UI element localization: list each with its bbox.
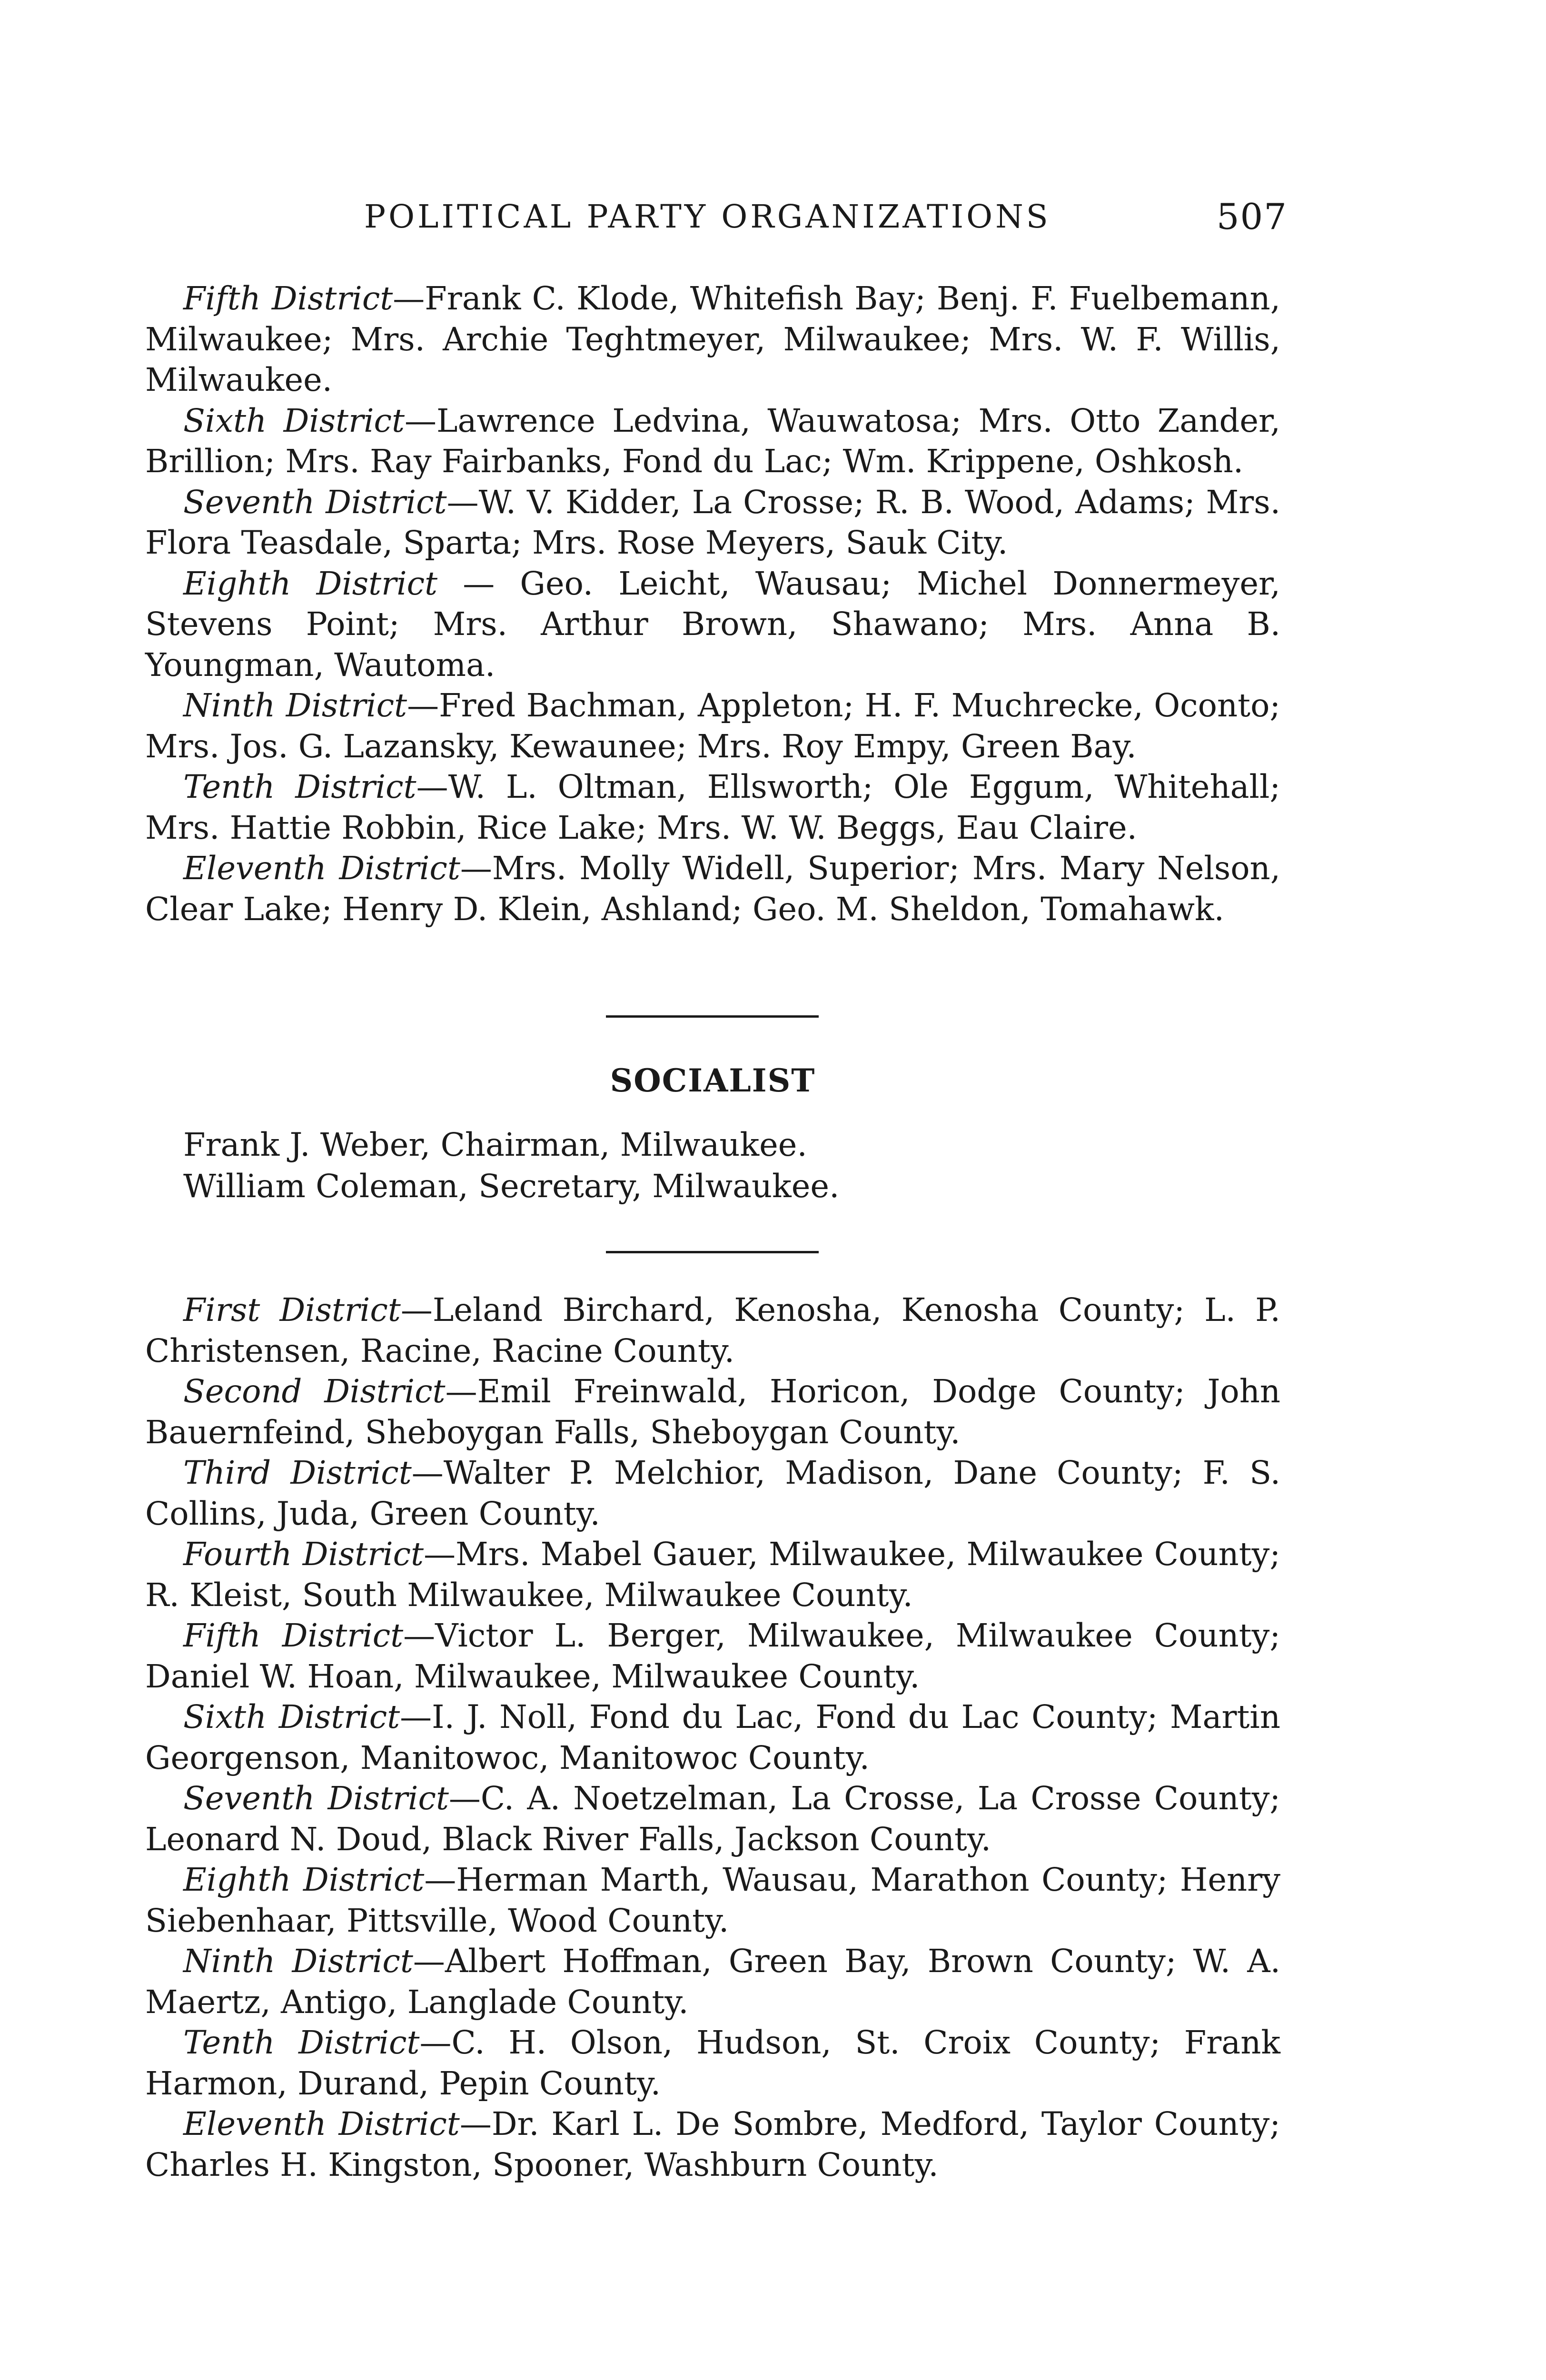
- district-name: Third District: [183, 1454, 412, 1491]
- party-officers: [183, 1124, 1278, 1207]
- district-members: C. A. Noetzelman, La Crosse, La Crosse County; Leonard N. Doud, Black River Falls, Jackson County.: [145, 1780, 1280, 1858]
- party-chairman: Frank J. Weber, Chairman, Milwaukee.: [183, 1126, 807, 1163]
- party-secretary: William Coleman, Secretary, Milwaukee.: [183, 1168, 840, 1205]
- district-members: Mrs. Molly Widell, Superior; Mrs. Mary Nelson, Clear Lake; Henry D. Klein, Ashland; Geo. M. Sheldon, Tomahawk.: [145, 850, 1280, 928]
- page-number: 507: [1216, 196, 1288, 238]
- district-members: Leland Birchard, Kenosha, Kenosha County; L. P. Christensen, Racine, Racine County.: [145, 1291, 1280, 1369]
- district-name: Eleventh District: [183, 850, 460, 887]
- district-name: Seventh District: [183, 1780, 449, 1817]
- district-name: First District: [183, 1291, 401, 1329]
- district-name: Ninth District: [183, 687, 407, 724]
- district-entry: Eighth District — Geo. Leicht, Wausau; Michel Donnermeyer, Stevens Point; Mrs. Arthur Brown, Shawano; Mrs. Anna B. Youngman, Wautoma.: [145, 565, 1280, 684]
- district-name: Ninth District: [183, 1943, 413, 1980]
- district-members: Lawrence Ledvina, Wauwatosa; Mrs. Otto Zander, Brillion; Mrs. Ray Fairbanks, Fond du Lac; Wm. Krippene, Oshkosh.: [145, 402, 1281, 480]
- district-name: Fifth District: [183, 280, 393, 317]
- socialist-district-list: [145, 1290, 1280, 2185]
- district-members: Albert Hoffman, Green Bay, Brown County; W. A. Maertz, Antigo, Langlade County.: [145, 1943, 1280, 2021]
- district-entry: Third District—Walter P. Melchior, Madison, Dane County; F. S. Collins, Juda, Green County.: [145, 1454, 1280, 1532]
- district-members: Fred Bachman, Appleton; H. F. Muchrecke, Oconto; Mrs. Jos. G. Lazansky, Kewaunee; Mrs. Roy Empy, Green Bay.: [145, 687, 1280, 765]
- district-entry: Fifth District—Victor L. Berger, Milwaukee, Milwaukee County; Daniel W. Hoan, Milwaukee, Milwaukee County.: [145, 1617, 1280, 1695]
- section-divider: [606, 1251, 819, 1253]
- district-members: Dr. Karl L. De Sombre, Medford, Taylor County; Charles H. Kingston, Spooner, Washburn County.: [145, 2105, 1280, 2183]
- district-committee-list-continued: [145, 278, 1280, 930]
- section-divider: [606, 1015, 819, 1018]
- district-members: Herman Marth, Wausau, Marathon County; Henry Siebenhaar, Pittsville, Wood County.: [145, 1861, 1281, 1939]
- district-members: I. J. Noll, Fond du Lac, Fond du Lac County; Martin Georgenson, Manitowoc, Manitowoc County.: [145, 1698, 1281, 1776]
- district-name: Eighth District: [183, 1861, 425, 1898]
- section-heading-socialist: SOCIALIST: [610, 1062, 816, 1099]
- district-entry: Sixth District—Lawrence Ledvina, Wauwatosa; Mrs. Otto Zander, Brillion; Mrs. Ray Fairbanks, Fond du Lac; Wm. Krippene, Oshkosh.: [145, 402, 1281, 480]
- district-entry: Seventh District—C. A. Noetzelman, La Crosse, La Crosse County; Leonard N. Doud, Black River Falls, Jackson County.: [145, 1780, 1280, 1858]
- district-members: Geo. Leicht, Wausau; Michel Donnermeyer, Stevens Point; Mrs. Arthur Brown, Shawano; Mrs. Anna B. Youngman, Wautoma.: [145, 565, 1280, 684]
- district-name: Seventh District: [183, 483, 447, 521]
- district-entry: Ninth District—Albert Hoffman, Green Bay, Brown County; W. A. Maertz, Antigo, Langlade County.: [145, 1943, 1280, 2021]
- district-entry: Sixth District—I. J. Noll, Fond du Lac, Fond du Lac County; Martin Georgenson, Manitowoc, Manitowoc County.: [145, 1698, 1281, 1776]
- district-entry: Fourth District—Mrs. Mabel Gauer, Milwaukee, Milwaukee County; R. Kleist, South Milwaukee, Milwaukee County.: [145, 1536, 1280, 1614]
- district-entry: First District—Leland Birchard, Kenosha, Kenosha County; L. P. Christensen, Racine, Racine County.: [145, 1291, 1280, 1369]
- district-name: Sixth District: [183, 1698, 400, 1735]
- district-members: C. H. Olson, Hudson, St. Croix County; Frank Harmon, Durand, Pepin County.: [145, 2024, 1280, 2102]
- district-name: Fourth District: [183, 1536, 424, 1573]
- district-entry: Tenth District—W. L. Oltman, Ellsworth; Ole Eggum, Whitehall; Mrs. Hattie Robbin, Rice Lake; Mrs. W. W. Beggs, Eau Claire.: [145, 768, 1280, 846]
- district-name: Eighth District: [183, 565, 438, 602]
- district-entry: Eighth District—Herman Marth, Wausau, Marathon County; Henry Siebenhaar, Pittsville, Wood County.: [145, 1861, 1281, 1939]
- running-head: [145, 190, 1288, 243]
- district-members: Victor L. Berger, Milwaukee, Milwaukee County; Daniel W. Hoan, Milwaukee, Milwaukee County.: [145, 1617, 1280, 1695]
- district-name: Second District: [183, 1373, 446, 1410]
- district-members: Mrs. Mabel Gauer, Milwaukee, Milwaukee County; R. Kleist, South Milwaukee, Milwaukee County.: [145, 1536, 1280, 1614]
- district-members: Frank C. Klode, Whitefish Bay; Benj. F. Fuelbemann, Milwaukee; Mrs. Archie Teghtmeyer, Milwaukee; Mrs. W. F. Willis, Milwaukee.: [145, 280, 1280, 398]
- district-members: W. L. Oltman, Ellsworth; Ole Eggum, Whitehall; Mrs. Hattie Robbin, Rice Lake; Mrs. W. W. Beggs, Eau Claire.: [145, 768, 1280, 846]
- district-name: Sixth District: [183, 402, 405, 439]
- district-entry: Fifth District—Frank C. Klode, Whitefish Bay; Benj. F. Fuelbemann, Milwaukee; Mrs. Archie Teghtmeyer, Milwaukee; Mrs. W. F. Willis, Milwaukee.: [145, 280, 1280, 398]
- running-title: POLITICAL PARTY ORGANIZATIONS: [364, 198, 1051, 235]
- district-entry: Seventh District—W. V. Kidder, La Crosse; R. B. Wood, Adams; Mrs. Flora Teasdale, Sparta; Mrs. Rose Meyers, Sauk City.: [145, 483, 1280, 561]
- district-entry: Eleventh District—Mrs. Molly Widell, Superior; Mrs. Mary Nelson, Clear Lake; Henry D. Klein, Ashland; Geo. M. Sheldon, Tomahawk.: [145, 850, 1280, 928]
- district-members: W. V. Kidder, La Crosse; R. B. Wood, Adams; Mrs. Flora Teasdale, Sparta; Mrs. Rose Meyers, Sauk City.: [145, 483, 1280, 561]
- district-name: Tenth District: [183, 768, 416, 805]
- district-name: Fifth District: [183, 1617, 404, 1654]
- district-name: Eleventh District: [183, 2105, 460, 2142]
- district-members: Walter P. Melchior, Madison, Dane County; F. S. Collins, Juda, Green County.: [145, 1454, 1280, 1532]
- district-members: Emil Freinwald, Horicon, Dodge County; John Bauernfeind, Sheboygan Falls, Sheboygan County.: [145, 1373, 1280, 1451]
- district-entry: Ninth District—Fred Bachman, Appleton; H. F. Muchrecke, Oconto; Mrs. Jos. G. Lazansky, Kewaunee; Mrs. Roy Empy, Green Bay.: [145, 687, 1280, 765]
- district-entry: Second District—Emil Freinwald, Horicon, Dodge County; John Bauernfeind, Sheboygan Falls, Sheboygan County.: [145, 1373, 1280, 1451]
- district-entry: Tenth District—C. H. Olson, Hudson, St. Croix County; Frank Harmon, Durand, Pepin County.: [145, 2024, 1280, 2102]
- district-entry: Eleventh District—Dr. Karl L. De Sombre, Medford, Taylor County; Charles H. Kingston, Spooner, Washburn County.: [145, 2105, 1280, 2183]
- district-name: Tenth District: [183, 2024, 420, 2061]
